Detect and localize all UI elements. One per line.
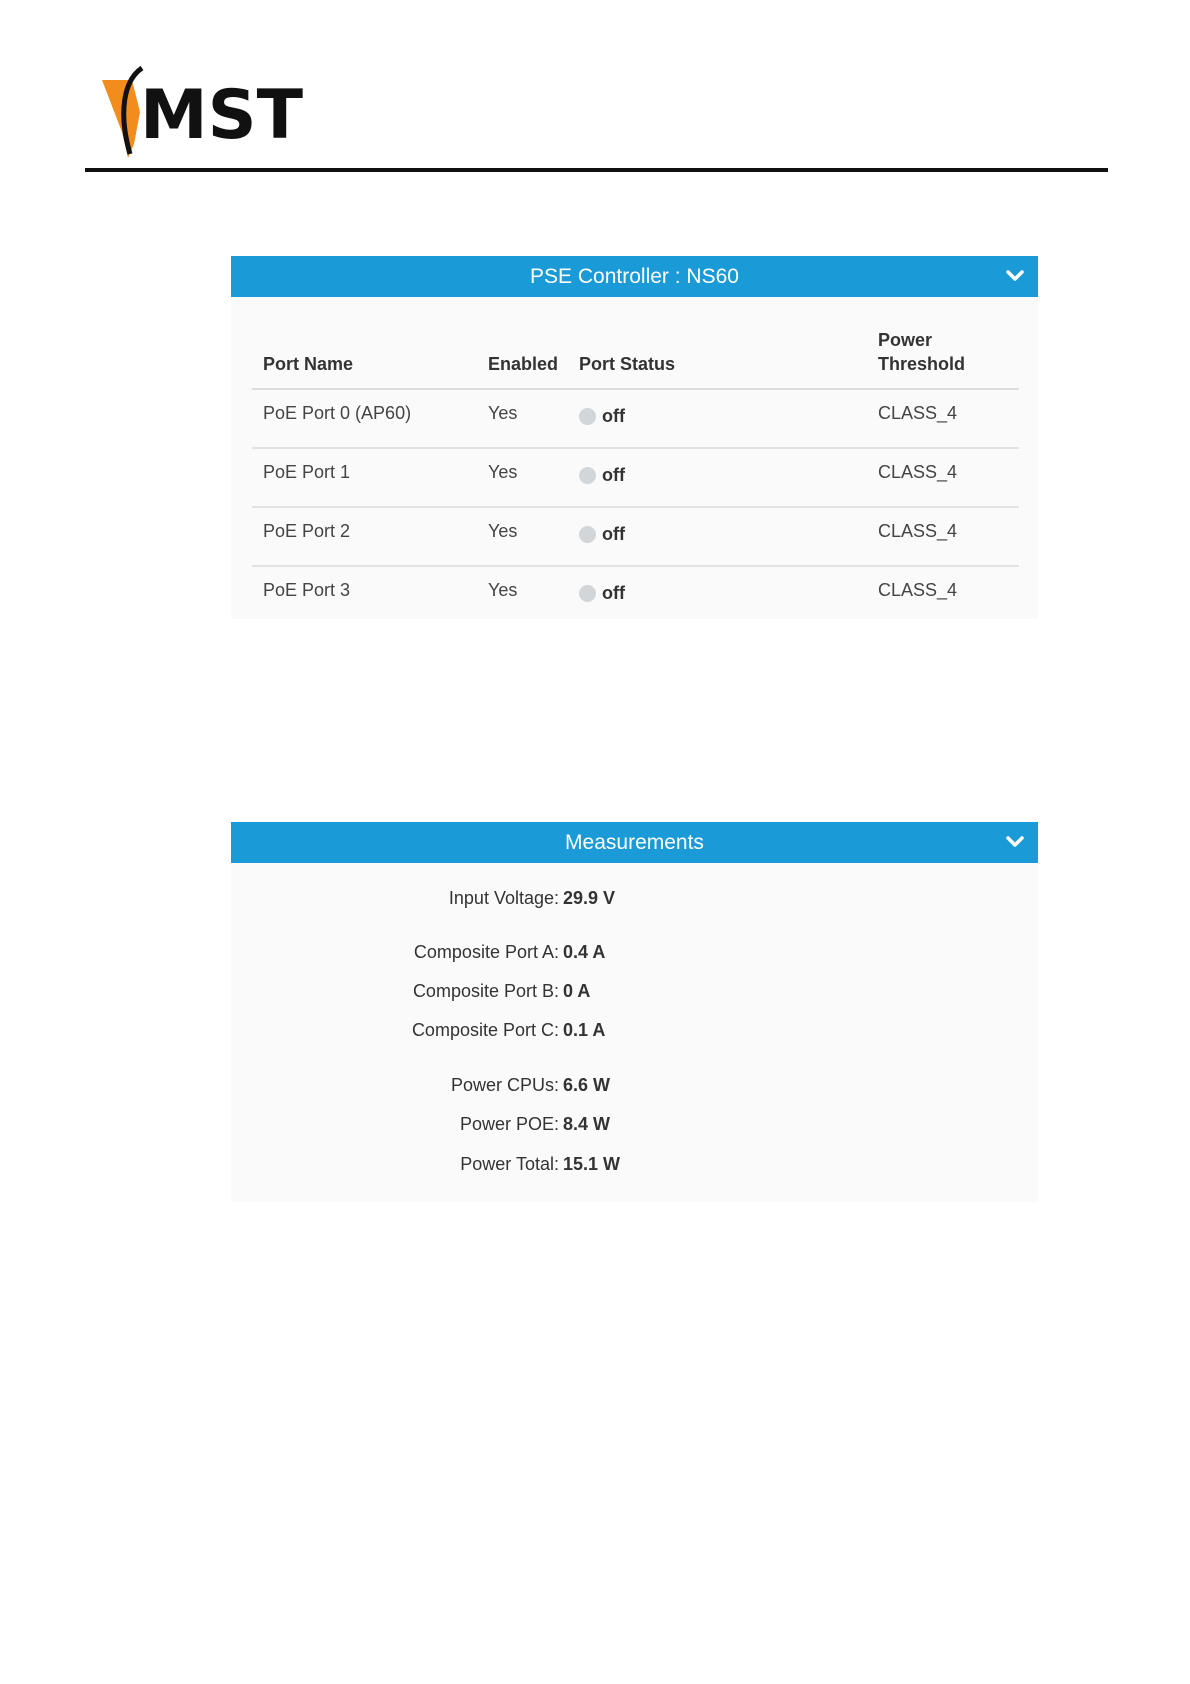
pse-panel-title: PSE Controller : NS60	[530, 264, 739, 288]
enabled-cell: Yes	[488, 580, 518, 600]
measurement-value: 0.1 A	[563, 1020, 606, 1040]
table-header-row	[252, 328, 1019, 389]
port-table	[252, 328, 1019, 624]
measurement-label: Power CPUs:	[450, 1075, 559, 1095]
measurements-panel	[231, 822, 1038, 1202]
measurement-value: 0 A	[563, 981, 591, 1001]
status-text: off	[602, 465, 625, 485]
pse-controller-panel	[231, 256, 1038, 619]
measurements-panel-title: Measurements	[565, 830, 704, 854]
measurement-label: Input Voltage:	[448, 888, 559, 908]
threshold-cell: CLASS_4	[867, 507, 1019, 566]
col-header-port-status: Port Status	[568, 328, 867, 389]
status-indicator-icon[interactable]	[579, 467, 596, 484]
port-name-cell: PoE Port 1	[252, 448, 477, 507]
status-indicator-icon[interactable]	[579, 526, 596, 543]
table-row	[252, 566, 1019, 624]
enabled-cell: Yes	[477, 448, 568, 507]
logo-text: MST	[140, 76, 304, 155]
table-row	[252, 448, 1019, 507]
enabled-cell: Yes	[477, 507, 568, 566]
measurement-label: Composite Port C:	[411, 1020, 559, 1040]
measurement-value: 8.4 W	[563, 1114, 611, 1134]
threshold-cell: CLASS_4	[878, 580, 958, 600]
status-indicator-icon[interactable]	[579, 585, 596, 602]
status-text: off	[602, 583, 625, 603]
chevron-down-icon[interactable]	[1006, 835, 1024, 849]
table-row	[252, 507, 1019, 566]
table-row	[252, 389, 1019, 448]
status-text: off	[602, 406, 625, 426]
col-header-port-name: Port Name	[252, 328, 477, 389]
col-header-enabled: Enabled	[477, 328, 568, 389]
pse-panel-header[interactable]	[231, 256, 1038, 297]
enabled-cell: Yes	[477, 389, 568, 448]
port-status-cell	[568, 448, 867, 507]
threshold-cell: CLASS_4	[867, 389, 1019, 448]
chevron-down-icon[interactable]	[1006, 269, 1024, 283]
measurement-value: 0.4 A	[563, 942, 606, 962]
status-indicator-icon[interactable]	[579, 408, 596, 425]
port-status-cell	[568, 389, 867, 448]
measurement-value: 6.6 W	[563, 1075, 611, 1095]
measurement-value: 29.9 V	[563, 888, 616, 908]
header-rule	[85, 168, 1108, 172]
mst-logo-graphic	[102, 62, 312, 162]
col-header-power-threshold: Power Threshold	[867, 328, 1019, 389]
port-name-cell: PoE Port 3	[263, 580, 351, 600]
port-status-cell	[568, 566, 867, 624]
port-name-cell: PoE Port 0 (AP60)	[252, 389, 477, 448]
measurement-label: Power POE:	[459, 1114, 559, 1134]
port-status-cell	[568, 507, 867, 566]
measurement-label: Power Total:	[460, 1154, 559, 1174]
port-name-cell: PoE Port 2	[252, 507, 477, 566]
threshold-cell: CLASS_4	[867, 448, 1019, 507]
mst-logo	[102, 62, 312, 162]
status-text: off	[602, 524, 625, 544]
measurement-value: 15.1 W	[563, 1154, 621, 1174]
measurement-label: Composite Port B:	[412, 981, 559, 1001]
measurement-label: Composite Port A:	[413, 942, 559, 962]
measurements-panel-header[interactable]	[231, 822, 1038, 863]
